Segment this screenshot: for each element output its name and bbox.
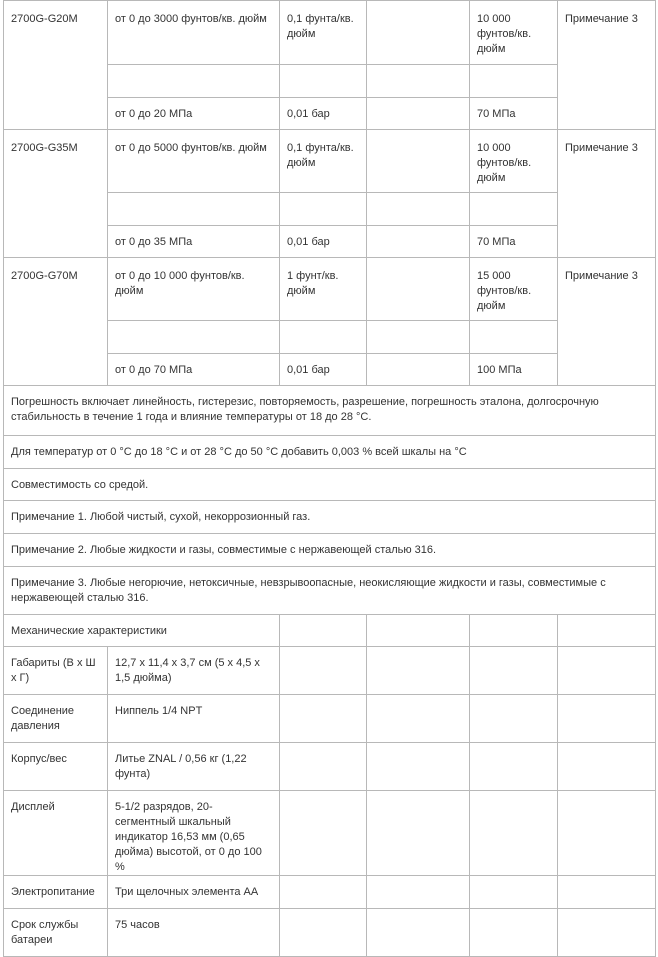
empty-cell xyxy=(280,615,367,647)
spec-label: Соединение давления xyxy=(4,695,108,743)
empty-cell xyxy=(367,647,470,695)
mechanical-row xyxy=(4,695,656,743)
resolution-metric: 0,01 бар xyxy=(280,98,367,130)
range-metric: от 0 до 20 МПа xyxy=(108,98,280,130)
temperature-note: Для температур от 0 °C до 18 °C и от 28 °C до 50 °C добавить 0,003 % всей шкалы на °C xyxy=(4,436,656,469)
media-note: Примечание 3 xyxy=(558,130,656,258)
empty-cell xyxy=(470,743,558,791)
empty-cell xyxy=(280,65,367,98)
overpressure-metric: 100 МПа xyxy=(470,354,558,386)
empty-cell xyxy=(470,65,558,98)
empty-cell xyxy=(558,615,656,647)
spec-label: Срок службы батареи xyxy=(4,909,108,957)
empty-cell xyxy=(280,909,367,957)
overpressure-psi: 15 000 фунтов/кв. дюйм xyxy=(470,258,558,321)
empty-cell xyxy=(558,647,656,695)
spec-label: Дисплей xyxy=(4,791,108,876)
note-1: Примечание 1. Любой чистый, сухой, некоррозионный газ. xyxy=(4,501,656,534)
resolution-metric: 0,01 бар xyxy=(280,226,367,258)
empty-cell xyxy=(280,791,367,876)
empty-cell xyxy=(367,65,470,98)
empty-cell xyxy=(108,193,280,226)
empty-cell xyxy=(280,695,367,743)
empty-cell xyxy=(558,695,656,743)
empty-cell xyxy=(367,695,470,743)
note-row xyxy=(4,436,656,469)
empty-cell xyxy=(558,876,656,909)
overpressure-metric: 70 МПа xyxy=(470,226,558,258)
overpressure-psi: 10 000 фунтов/кв. дюйм xyxy=(470,1,558,65)
empty-cell xyxy=(470,615,558,647)
spec-value: Ниппель 1/4 NPT xyxy=(108,695,280,743)
empty-cell xyxy=(367,354,470,386)
empty-cell xyxy=(367,321,470,354)
spec-value: 75 часов xyxy=(108,909,280,957)
model-row xyxy=(4,130,656,193)
range-metric: от 0 до 70 МПа xyxy=(108,354,280,386)
mechanical-heading: Механические характеристики xyxy=(4,615,280,647)
resolution-psi: 0,1 фунта/кв. дюйм xyxy=(280,130,367,193)
note-row xyxy=(4,501,656,534)
empty-cell xyxy=(367,1,470,65)
empty-cell xyxy=(470,647,558,695)
overpressure-psi: 10 000 фунтов/кв. дюйм xyxy=(470,130,558,193)
media-compatibility-heading: Совместимость со средой. xyxy=(4,469,656,501)
media-note: Примечание 3 xyxy=(558,1,656,130)
resolution-psi: 0,1 фунта/кв. дюйм xyxy=(280,1,367,65)
overpressure-metric: 70 МПа xyxy=(470,98,558,130)
empty-cell xyxy=(367,226,470,258)
empty-cell xyxy=(470,321,558,354)
empty-cell xyxy=(280,321,367,354)
model-name: 2700G-G20M xyxy=(4,1,108,130)
note-2: Примечание 2. Любые жидкости и газы, совместимые с нержавеющей сталью 316. xyxy=(4,534,656,567)
spec-label: Электропитание xyxy=(4,876,108,909)
specifications-table xyxy=(3,0,656,957)
range-metric: от 0 до 35 МПа xyxy=(108,226,280,258)
range-psi: от 0 до 3000 фунтов/кв. дюйм xyxy=(108,1,280,65)
resolution-metric: 0,01 бар xyxy=(280,354,367,386)
model-row xyxy=(4,258,656,321)
range-psi: от 0 до 5000 фунтов/кв. дюйм xyxy=(108,130,280,193)
mechanical-row xyxy=(4,743,656,791)
empty-cell xyxy=(280,193,367,226)
note-row xyxy=(4,534,656,567)
empty-cell xyxy=(558,909,656,957)
model-row xyxy=(4,1,656,65)
empty-cell xyxy=(470,695,558,743)
range-psi: от 0 до 10 000 фунтов/кв. дюйм xyxy=(108,258,280,321)
mechanical-row xyxy=(4,647,656,695)
empty-cell xyxy=(558,743,656,791)
spec-value: 5-1/2 разрядов, 20-сегментный шкальный индикатор 16,53 мм (0,65 дюйма) высотой, от 0 до 100 % xyxy=(108,791,280,876)
empty-cell xyxy=(367,193,470,226)
empty-cell xyxy=(108,321,280,354)
empty-cell xyxy=(367,130,470,193)
media-note: Примечание 3 xyxy=(558,258,656,386)
mechanical-row xyxy=(4,791,656,876)
mechanical-row xyxy=(4,876,656,909)
empty-cell xyxy=(470,791,558,876)
note-row xyxy=(4,567,656,615)
empty-cell xyxy=(367,258,470,321)
empty-cell xyxy=(558,791,656,876)
note-3: Примечание 3. Любые негорючие, нетоксичные, невзрывоопасные, неокисляющие жидкости и газы, совместимые с нержавеющей сталью 316. xyxy=(4,567,656,615)
resolution-psi: 1 фунт/кв. дюйм xyxy=(280,258,367,321)
empty-cell xyxy=(367,876,470,909)
empty-cell xyxy=(108,65,280,98)
spec-value: 12,7 x 11,4 x 3,7 см (5 x 4,5 x 1,5 дюйма) xyxy=(108,647,280,695)
spec-value: Три щелочных элемента AA xyxy=(108,876,280,909)
empty-cell xyxy=(367,743,470,791)
spec-label: Габариты (В x Ш x Г) xyxy=(4,647,108,695)
mechanical-row xyxy=(4,909,656,957)
note-row xyxy=(4,469,656,501)
empty-cell xyxy=(367,615,470,647)
empty-cell xyxy=(470,193,558,226)
empty-cell xyxy=(470,876,558,909)
empty-cell xyxy=(280,743,367,791)
empty-cell xyxy=(280,647,367,695)
mechanical-heading-row xyxy=(4,615,656,647)
empty-cell xyxy=(367,791,470,876)
spec-value: Литье ZNAL / 0,56 кг (1,22 фунта) xyxy=(108,743,280,791)
note-row xyxy=(4,386,656,436)
accuracy-note: Погрешность включает линейность, гистерезис, повторяемость, разрешение, погрешность эталона, долгосрочную стабильность в течение 1 года и влияние температуры от 18 до 28 °C. xyxy=(4,386,656,436)
model-name: 2700G-G35M xyxy=(4,130,108,258)
spec-label: Корпус/вес xyxy=(4,743,108,791)
empty-cell xyxy=(280,876,367,909)
empty-cell xyxy=(367,98,470,130)
empty-cell xyxy=(470,909,558,957)
empty-cell xyxy=(367,909,470,957)
model-name: 2700G-G70M xyxy=(4,258,108,386)
